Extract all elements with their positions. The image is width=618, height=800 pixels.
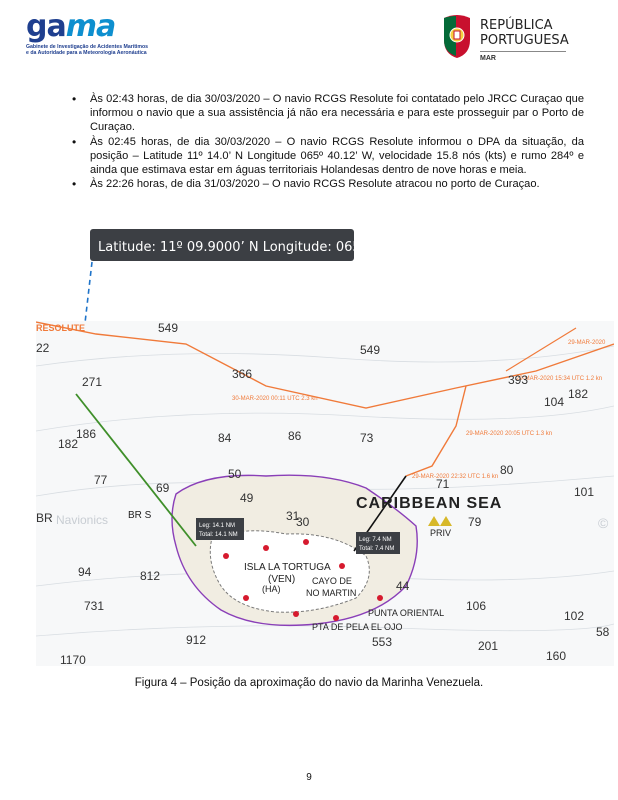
event-bullet-list [72, 92, 584, 191]
nautical-chart [36, 226, 614, 666]
depth-label: 50 [228, 467, 242, 481]
depth-label: 101 [574, 485, 595, 499]
cay-label: NO MARTIN [306, 588, 357, 598]
sea-label: CARIBBEAN SEA [356, 495, 503, 512]
area-label: (HA) [262, 584, 281, 594]
private-label: PRIV [430, 528, 452, 538]
bearing-label: BR S [128, 510, 152, 521]
island-name: ISLA LA TORTUGA [244, 562, 331, 573]
depth-label: 30 [296, 515, 310, 529]
point-label: PUNTA ORIENTAL [368, 608, 445, 618]
depth-label: 731 [84, 599, 105, 613]
island-country: (VEN) [268, 574, 296, 585]
bullet-item: • Às 22:26 horas, de dia 31/03/2020 – O navio RCGS Resolute atracou no porto de Curaçao. [72, 177, 584, 191]
gama-wordmark: gama [26, 9, 116, 44]
depth-label: 182 [58, 437, 79, 451]
track-time-label: 30-MAR-2020 00:11 UTC 2.3 kn [232, 396, 318, 402]
depth-label: 104 [544, 395, 565, 409]
track-time-label: 29-MAR-2020 22:32 UTC 1.6 kn [412, 474, 499, 480]
leg-total-text: Total: 14.1 NM [199, 532, 238, 538]
depth-label: 102 [564, 609, 585, 623]
gama-subtitle: Gabinete de Investigação de Acidentes Marítimos e da Autoridade para a Meteorologia Aeronáutica [26, 44, 149, 56]
depth-label: 86 [288, 429, 302, 443]
bullet-item: • Às 02:45 horas, de dia 30/03/2020 – O navio RCGS Resolute informou o DPA da situação, da posição – Latitude 11º 14.0’ N Longitude 065º 40.12’ W, velocidade 15.8 nós (kts) e rumo 284º e ainda que estimava estar em águas territoriais Holandesas dentro de nove horas e meia. [72, 135, 584, 178]
republica-divider [480, 51, 566, 52]
depth-label: 271 [82, 375, 103, 389]
depth-label: 201 [478, 639, 499, 653]
depth-label: 22 [36, 341, 50, 355]
leg-total-text: Total: 7.4 NM [359, 546, 395, 552]
depth-label: 1170 [60, 653, 86, 666]
depth-label: 73 [360, 431, 374, 445]
republica-mar-label: MAR [480, 55, 496, 62]
cay-label: CAYO DE [312, 576, 352, 586]
depth-label: 44 [396, 579, 410, 593]
track-time-label: 29-MAR-2020 15:34 UTC 1.2 kn [516, 376, 603, 382]
depth-label: 366 [232, 367, 253, 381]
depth-label: 912 [186, 633, 207, 647]
depth-label: 69 [156, 481, 170, 495]
depth-label: 71 [436, 477, 450, 491]
track-label: RESOLUTE [36, 323, 86, 333]
republica-text: REPÚBLICA PORTUGUESA [480, 18, 569, 48]
coordinate-label: Latitude: 11º 09.9000’ N Longitude: 065º 34.3000’ W [98, 240, 446, 255]
depth-label: 31 [286, 509, 300, 523]
depth-label: 106 [466, 599, 487, 613]
track-time-label: 29-MAR-2020 [568, 340, 606, 346]
depth-label: 79 [468, 515, 482, 529]
depth-label: 812 [140, 569, 161, 583]
leg-text: Leg: 14.1 NM [199, 523, 236, 529]
point-label: PTA DE PELA EL OJO [312, 622, 403, 632]
depth-label: 549 [158, 321, 179, 335]
depth-label: 182 [568, 387, 589, 401]
depth-label: 94 [78, 565, 92, 579]
republica-portuguesa-logo [440, 14, 590, 66]
gama-logo [26, 9, 166, 62]
chart-figure [36, 226, 614, 666]
depth-label: 160 [546, 649, 567, 663]
page-number: 9 [306, 772, 312, 783]
depth-label: 393 [508, 373, 529, 387]
figure-caption: Figura 4 – Posição da aproximação do navio da Marinha Venezuela. [134, 677, 484, 689]
bullet-item: • Às 02:43 horas, de dia 30/03/2020 – O navio RCGS Resolute foi contatado pelo JRCC Curaçao que informou o navio que a sua assistência já não era necessária e para este prosseguir par o Porto de Curaçao. [72, 92, 584, 135]
depth-label: 84 [218, 431, 232, 445]
depth-label: 58 [596, 625, 610, 639]
portugal-emblem-icon [440, 14, 474, 58]
depth-label: 186 [76, 427, 97, 441]
depth-label: 553 [372, 635, 393, 649]
depth-label: 49 [240, 491, 254, 505]
depth-label: 77 [94, 473, 108, 487]
depth-label: 80 [500, 463, 514, 477]
leg-text: Leg: 7.4 NM [359, 537, 392, 543]
copyright-mark: © [598, 515, 609, 531]
watermark: Navionics [56, 513, 109, 527]
depth-label: 549 [360, 343, 381, 357]
track-time-label: 29-MAR-2020 20:05 UTC 1.3 kn [466, 431, 553, 437]
depth-label: BR [36, 511, 53, 525]
